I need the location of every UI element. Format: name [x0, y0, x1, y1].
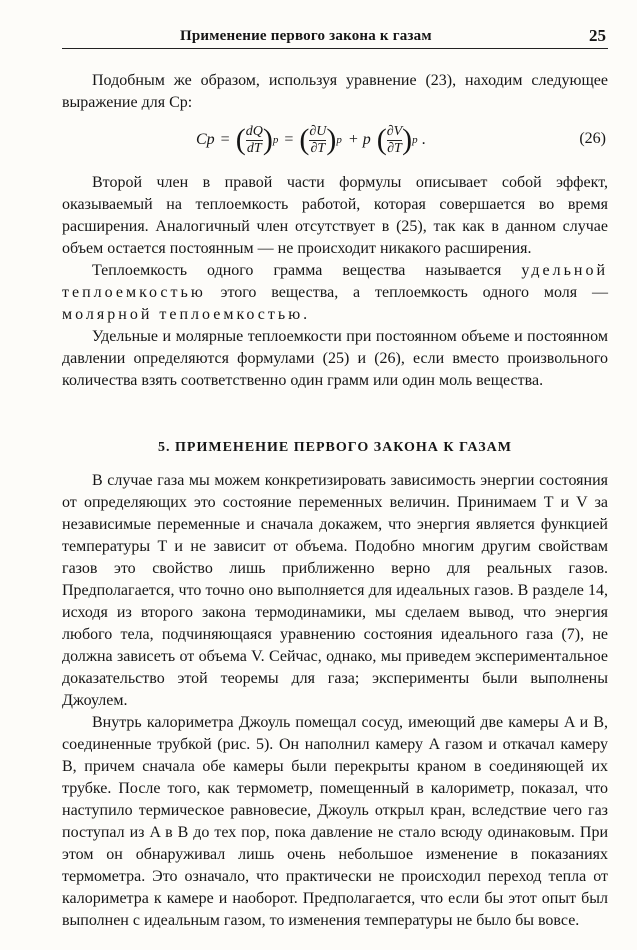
paragraph-joule-experiment: Внутрь калориметра Джоуль помещал сосуд, имеющий две камеры A и B, соединенные трубкой (рис. 5). Он наполнил камеру A газом и откачал камеру B, причем сначала обе камеры были перекрыты краном в соединяющей их трубке. После того, как термометр, помещенный в калориметр, показал, что наступило термическое равновесие, Джоуль открыл кран, вследствие чего газ поступал из A в B до тех пор, пока давление не стало всюду одинаковым. При этом он обнаруживал лишь очень небольшое изменение в показаниях термометра. Это означало, что практически не происходил переход тепла от калориметра к камере и наоборот. Предполагается, что если бы этот опыт был выполнен с идеальным газом, то изменения температуры не было бы вовсе. [62, 714, 608, 929]
equation-26 [62, 118, 608, 166]
paragraph-specific-heat [62, 260, 608, 326]
left-paren: ( [299, 123, 310, 156]
text-run: . [303, 306, 308, 323]
text-run: этого вещества, а теплоемкость одного моля — [205, 284, 608, 301]
paragraph-gas-energy: В случае газа мы можем конкретизировать зависимость энергии состояния от определяющих это состояние переменных величин. Принимаем T и V за независимые переменные и сначала докажем, что энергия является функцией температуры T и не зависит от объема. Подобно многим другим свойствам газов это свойство лишь приближенно верно для реальных газов. Предполагается, что точно оно выполняется для идеальных газов. В разделе 14, исходя из второго закона термодинамики, мы сделаем вывод, что энергия любого тела, подчиняющаяся уравнению состояния идеального газа (7), не должна зависеть от объема V. Сейчас, однако, мы приведем экспериментальное доказательство этой теоремы для газа; эксперименты были выполнены Джоулем. [62, 472, 608, 709]
equation-lhs: Cp [196, 131, 215, 148]
running-header [62, 26, 608, 49]
right-paren: ) [402, 123, 413, 156]
equation-body [196, 118, 426, 162]
fraction-dq-dt [246, 124, 263, 157]
paragraph-formulas-usage: Удельные и молярные теплоемкости при постоянном объеме и постоянном давлении определяются формулами (25) и (26), если вместо произвольного количества взять соответственно один грамм или один моль вещества. [62, 328, 608, 389]
intro-paragraph-block [62, 70, 608, 114]
section-body [62, 470, 608, 932]
fraction-numerator: ∂V [386, 123, 403, 139]
fraction-denominator: ∂T [387, 140, 402, 156]
period: . [421, 131, 426, 148]
fraction-du-dt [309, 124, 326, 157]
fraction-numerator: ∂U [309, 123, 327, 139]
fraction-numerator: dQ [245, 123, 263, 139]
subscript: p [272, 134, 279, 146]
left-paren: ( [376, 123, 387, 156]
subscript: p [336, 134, 342, 146]
subscript: p [412, 134, 418, 146]
fraction-denominator: ∂T [310, 140, 326, 156]
term-specific-heat: удельной теплоемкостью [62, 262, 608, 301]
left-paren: ( [235, 123, 246, 156]
term-molar-heat: молярной теплоемкостью [62, 306, 304, 323]
equation-number: (26) [579, 130, 606, 147]
intro-paragraph: Подобным же образом, используя уравнение (23), находим следующее выражение для Cp: [62, 72, 608, 111]
right-paren: ) [262, 123, 273, 156]
running-title: Применение первого закона к газам [180, 28, 432, 44]
equals-sign: = [220, 131, 230, 148]
fraction-denominator: dT [246, 140, 262, 156]
heat-capacity-block [62, 172, 608, 392]
equals-sign: = [284, 131, 294, 148]
plus-p-term: + p [347, 131, 371, 148]
paragraph-second-term: Второй член в правой части формулы описывает собой эффект, оказываемый на теплоемкость работой, которая совершается во время расширения. Аналогичный член отсутствует в (25), так как в данном случае объем остается постоянным — не происходит никакого расширения. [62, 174, 608, 257]
right-paren: ) [326, 123, 337, 156]
page-number: 25 [589, 26, 606, 45]
fraction-dv-dt [387, 124, 402, 157]
section-heading: 5. ПРИМЕНЕНИЕ ПЕРВОГО ЗАКОНА К ГАЗАМ [158, 440, 512, 455]
text-run: Теплоемкость одного грамма вещества называется [92, 262, 522, 279]
